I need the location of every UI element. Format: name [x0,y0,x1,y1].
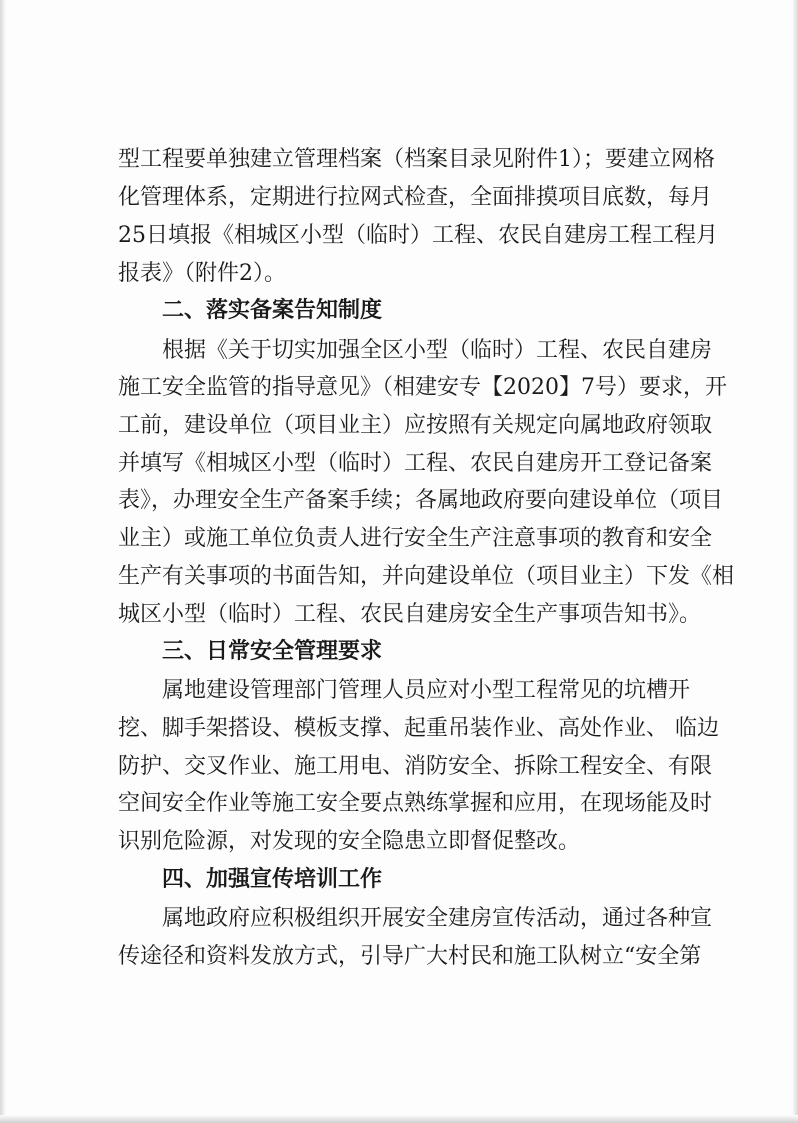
section-heading-3 [0,634,798,670]
paragraph-line [0,256,798,292]
paragraph-line [0,559,798,595]
text-line: 工前，建设单位（项目业主）应按照有关规定向属地政府领取 [118,413,713,438]
text-line: 属地政府应积极组织开展安全建房宣传活动，通过各种宣 [162,906,713,931]
paragraph-line [0,521,798,557]
text-line: 根据《关于切实加强全区小型（临时）工程、农民自建房 [162,338,713,363]
text-line: 表》，办理安全生产备案手续；各属地政府要向建设单位（项目 [118,488,724,513]
text-line: 传途径和资料发放方式，引导广大村民和施工队树立“安全第 [118,944,702,969]
text-line: 城区小型（临时）工程、农民自建房安全生产事项告知书》。 [118,602,702,627]
section-heading: 二、落实备案告知制度 [162,298,383,323]
text-line: 识别危险源，对发现的安全隐患立即督促整改。 [118,829,581,854]
paragraph-line [0,446,798,482]
text-line: 空间安全作业等施工安全要点熟练掌握和应用，在现场能及时 [118,791,713,816]
paragraph-line [0,901,798,937]
section-heading: 三、日常安全管理要求 [162,639,383,664]
paragraph-line [0,749,798,785]
paragraph-line [0,939,798,975]
paragraph-line [0,824,798,860]
text-line: 报表》（附件2）。 [118,261,286,286]
section-heading: 四、加强宣传培训工作 [162,867,383,892]
section-heading-4 [0,862,798,898]
paragraph-line [0,711,798,747]
text-line: 生产有关事项的书面告知，并向建设单位（项目业主）下发《相 [118,564,735,589]
paragraph-line [0,408,798,444]
scan-edge-bottom [0,1115,798,1123]
paragraph-line [0,483,798,519]
text-line: 挖、脚手架搭设、模板支撑、起重吊装作业、高处作业、 临边 [118,716,719,741]
paragraph-line [0,370,798,406]
paragraph-line [0,597,798,633]
section-heading-2 [0,293,798,329]
paragraph-line [0,673,798,709]
text-line: 25日填报《相城区小型（临时）工程、农民自建房工程工程月 [118,223,718,248]
paragraph-line [0,333,798,369]
text-line: 防护、交叉作业、施工用电、消防安全、拆除工程安全、有限 [118,754,713,779]
text-line: 化管理体系，定期进行拉网式检查，全面排摸项目底数，每月 [118,185,713,210]
paragraph-line [0,218,798,254]
paragraph-line [0,142,798,178]
text-line: 并填写《相城区小型（临时）工程、农民自建房开工登记备案 [118,451,713,476]
text-line: 属地建设管理部门管理人员应对小型工程常见的坑槽开 [162,678,691,703]
text-line: 业主）或施工单位负责人进行安全生产注意事项的教育和安全 [118,526,713,551]
text-line: 型工程要单独建立管理档案（档案目录见附件1）；要建立网格 [118,147,715,172]
paragraph-line [0,180,798,216]
text-line: 施工安全监管的指导意见》（相建安专【2020】7号）要求，开 [118,375,727,400]
paragraph-line [0,786,798,822]
